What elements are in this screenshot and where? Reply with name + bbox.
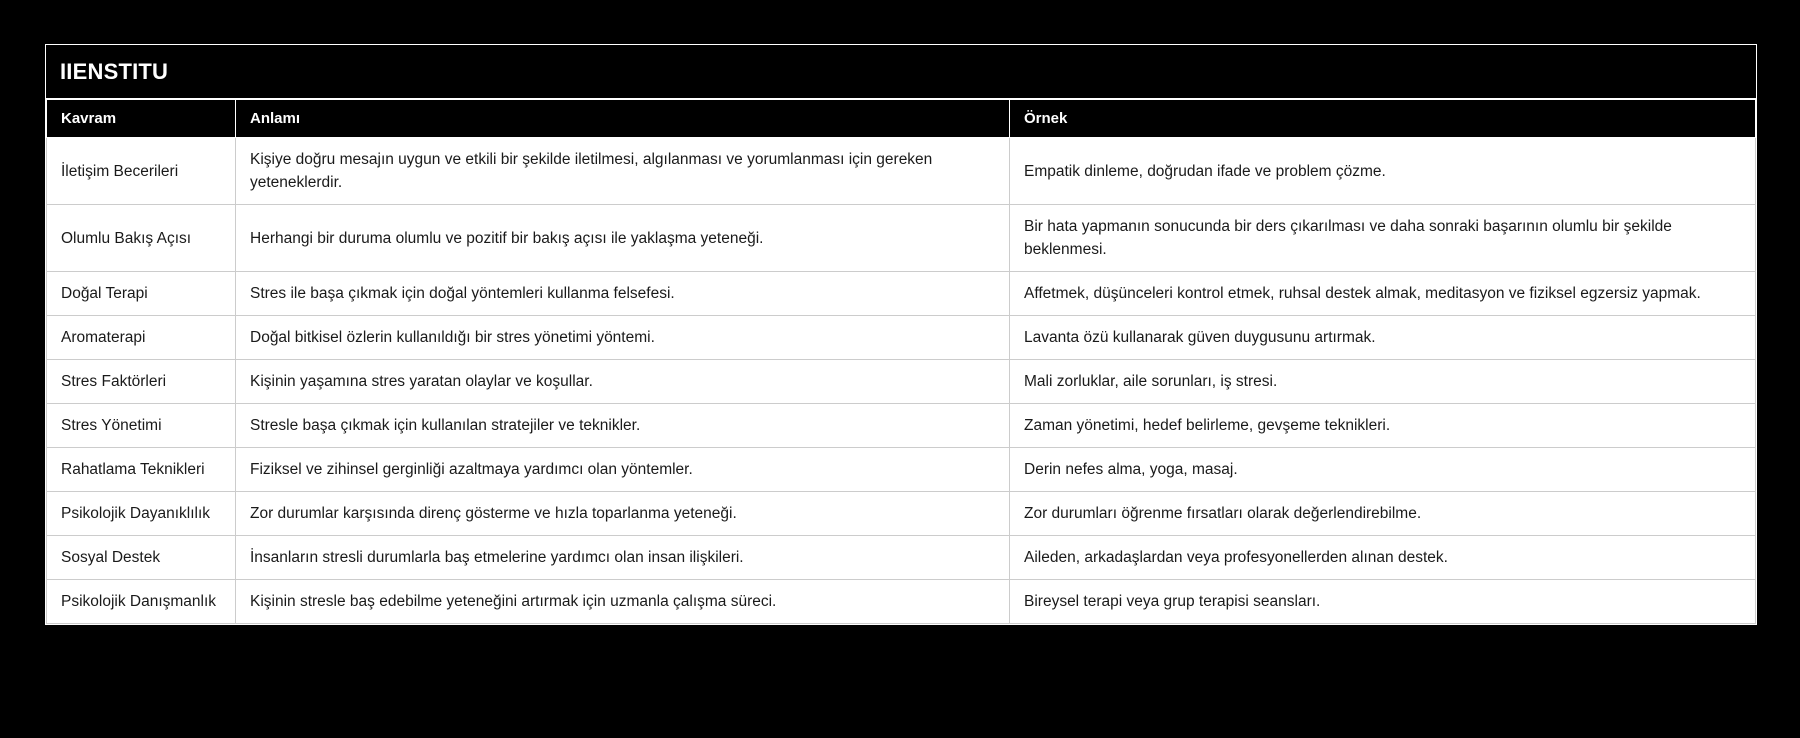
cell-ornek: Bir hata yapmanın sonucunda bir ders çıkarılması ve daha sonraki başarının olumlu bir şekilde beklenmesi. <box>1010 205 1756 272</box>
table-row <box>47 448 1756 492</box>
cell-anlami: Kişiye doğru mesajın uygun ve etkili bir şekilde iletilmesi, algılanması ve yorumlanması için gereken yeteneklerdir. <box>236 138 1010 205</box>
cell-ornek: Affetmek, düşünceleri kontrol etmek, ruhsal destek almak, meditasyon ve fiziksel egzersiz yapmak. <box>1010 272 1756 316</box>
cell-ornek: Empatik dinleme, doğrudan ifade ve problem çözme. <box>1010 138 1756 205</box>
table-row <box>47 360 1756 404</box>
cell-ornek: Zor durumları öğrenme fırsatları olarak değerlendirebilme. <box>1010 492 1756 536</box>
cell-anlami: Kişinin stresle baş edebilme yeteneğini artırmak için uzmanla çalışma süreci. <box>236 580 1010 624</box>
table-row <box>47 272 1756 316</box>
cell-kavram: Olumlu Bakış Açısı <box>47 205 236 272</box>
cell-kavram: Stres Faktörleri <box>47 360 236 404</box>
cell-anlami: İnsanların stresli durumlarla baş etmelerine yardımcı olan insan ilişkileri. <box>236 536 1010 580</box>
cell-kavram: Rahatlama Teknikleri <box>47 448 236 492</box>
cell-kavram: Aromaterapi <box>47 316 236 360</box>
cell-ornek: Aileden, arkadaşlardan veya profesyonellerden alınan destek. <box>1010 536 1756 580</box>
table-row <box>47 205 1756 272</box>
cell-ornek: Zaman yönetimi, hedef belirleme, gevşeme teknikleri. <box>1010 404 1756 448</box>
cell-ornek: Lavanta özü kullanarak güven duygusunu artırmak. <box>1010 316 1756 360</box>
table-row <box>47 536 1756 580</box>
cell-kavram: Sosyal Destek <box>47 536 236 580</box>
cell-anlami: Doğal bitkisel özlerin kullanıldığı bir stres yönetimi yöntemi. <box>236 316 1010 360</box>
cell-ornek: Mali zorluklar, aile sorunları, iş stresi. <box>1010 360 1756 404</box>
column-header-anlami: Anlamı <box>236 100 1010 138</box>
cell-anlami: Kişinin yaşamına stres yaratan olaylar ve koşullar. <box>236 360 1010 404</box>
table-body <box>47 138 1756 624</box>
cell-anlami: Fiziksel ve zihinsel gerginliği azaltmaya yardımcı olan yöntemler. <box>236 448 1010 492</box>
cell-kavram: Stres Yönetimi <box>47 404 236 448</box>
cell-kavram: İletişim Becerileri <box>47 138 236 205</box>
definitions-sheet <box>45 44 1757 625</box>
column-header-kavram: Kavram <box>47 100 236 138</box>
table-row <box>47 580 1756 624</box>
cell-anlami: Zor durumlar karşısında direnç gösterme ve hızla toparlanma yeteneği. <box>236 492 1010 536</box>
cell-anlami: Herhangi bir duruma olumlu ve pozitif bir bakış açısı ile yaklaşma yeteneği. <box>236 205 1010 272</box>
page-title: IIENSTITU <box>46 45 1756 99</box>
cell-anlami: Stres ile başa çıkmak için doğal yöntemleri kullanma felsefesi. <box>236 272 1010 316</box>
cell-kavram: Doğal Terapi <box>47 272 236 316</box>
header-row <box>47 100 1756 138</box>
table-row <box>47 492 1756 536</box>
cell-kavram: Psikolojik Dayanıklılık <box>47 492 236 536</box>
table-row <box>47 138 1756 205</box>
cell-ornek: Bireysel terapi veya grup terapisi seansları. <box>1010 580 1756 624</box>
cell-ornek: Derin nefes alma, yoga, masaj. <box>1010 448 1756 492</box>
cell-kavram: Psikolojik Danışmanlık <box>47 580 236 624</box>
definitions-table <box>46 99 1756 624</box>
table-row <box>47 316 1756 360</box>
table-row <box>47 404 1756 448</box>
column-header-ornek: Örnek <box>1010 100 1756 138</box>
cell-anlami: Stresle başa çıkmak için kullanılan stratejiler ve teknikler. <box>236 404 1010 448</box>
